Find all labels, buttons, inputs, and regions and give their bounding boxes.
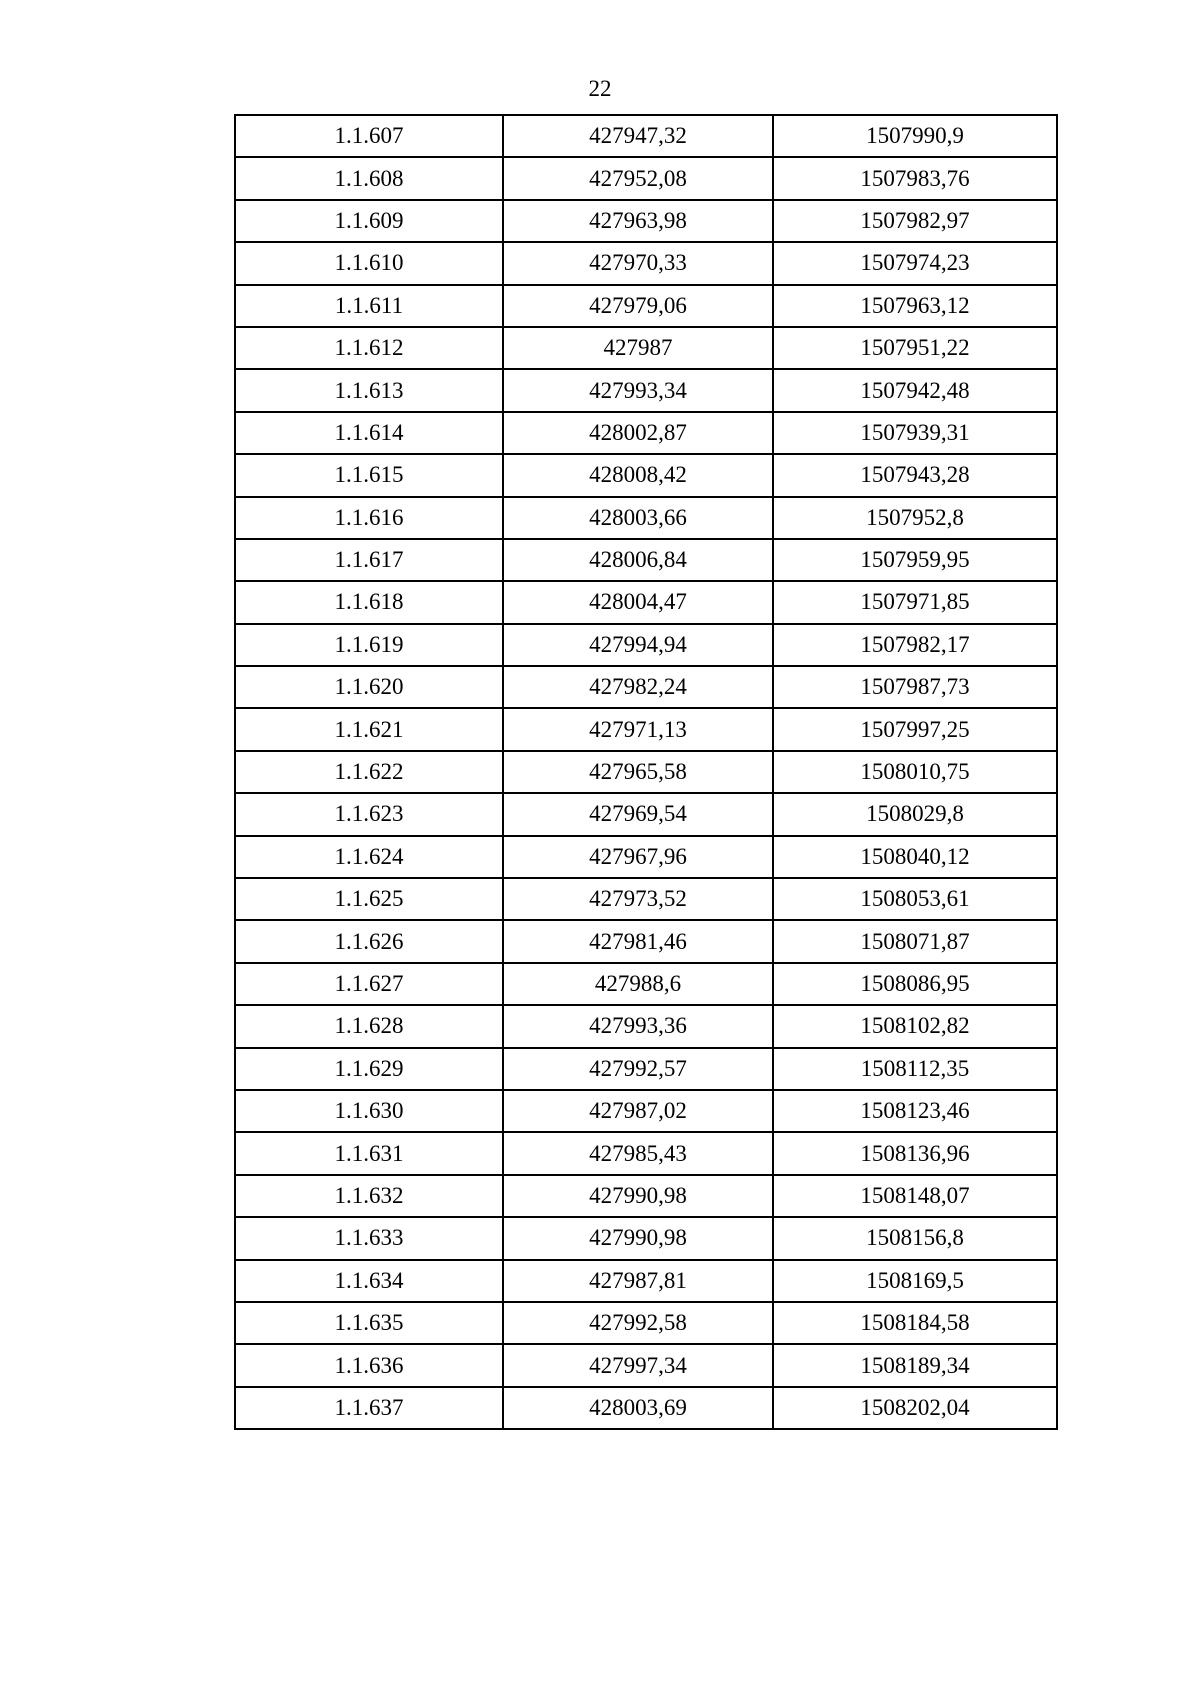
table-row: [235, 793, 1057, 835]
table-row: [235, 1344, 1057, 1386]
table-row: [235, 1090, 1057, 1132]
point-id-cell: 1.1.609: [235, 200, 503, 242]
table-row: [235, 1005, 1057, 1047]
point-id-cell: 1.1.607: [235, 115, 503, 157]
point-id-cell: 1.1.612: [235, 327, 503, 369]
point-id-cell: 1.1.622: [235, 751, 503, 793]
table-row: [235, 1175, 1057, 1217]
point-id-cell: 1.1.627: [235, 963, 503, 1005]
point-id-cell: 1.1.624: [235, 836, 503, 878]
page-number: 22: [588, 76, 612, 101]
y-coordinate-cell: 1508086,95: [773, 963, 1057, 1005]
y-coordinate-cell: 1508169,5: [773, 1260, 1057, 1302]
table-row: [235, 751, 1057, 793]
point-id-cell: 1.1.621: [235, 708, 503, 750]
table-row: [235, 1260, 1057, 1302]
table-row: [235, 285, 1057, 327]
table-row: [235, 581, 1057, 623]
y-coordinate-cell: 1507963,12: [773, 285, 1057, 327]
point-id-cell: 1.1.611: [235, 285, 503, 327]
y-coordinate-cell: 1508156,8: [773, 1217, 1057, 1259]
point-id-cell: 1.1.637: [235, 1387, 503, 1429]
x-coordinate-cell: 427994,94: [503, 624, 773, 666]
y-coordinate-cell: 1508053,61: [773, 878, 1057, 920]
y-coordinate-cell: 1508112,35: [773, 1048, 1057, 1090]
x-coordinate-cell: 428004,47: [503, 581, 773, 623]
x-coordinate-cell: 427993,36: [503, 1005, 773, 1047]
y-coordinate-cell: 1507987,73: [773, 666, 1057, 708]
x-coordinate-cell: 427982,24: [503, 666, 773, 708]
point-id-cell: 1.1.616: [235, 497, 503, 539]
y-coordinate-cell: 1508040,12: [773, 836, 1057, 878]
point-id-cell: 1.1.619: [235, 624, 503, 666]
table-row: [235, 242, 1057, 284]
point-id-cell: 1.1.633: [235, 1217, 503, 1259]
point-id-cell: 1.1.632: [235, 1175, 503, 1217]
y-coordinate-cell: 1508184,58: [773, 1302, 1057, 1344]
table-row: [235, 497, 1057, 539]
point-id-cell: 1.1.631: [235, 1132, 503, 1174]
y-coordinate-cell: 1508148,07: [773, 1175, 1057, 1217]
table-row: [235, 708, 1057, 750]
table-row: [235, 920, 1057, 962]
y-coordinate-cell: 1507990,9: [773, 115, 1057, 157]
y-coordinate-cell: 1507943,28: [773, 454, 1057, 496]
y-coordinate-cell: 1508071,87: [773, 920, 1057, 962]
y-coordinate-cell: 1508202,04: [773, 1387, 1057, 1429]
table-row: [235, 666, 1057, 708]
x-coordinate-cell: 427993,34: [503, 369, 773, 411]
point-id-cell: 1.1.620: [235, 666, 503, 708]
x-coordinate-cell: 428002,87: [503, 412, 773, 454]
x-coordinate-cell: 427997,34: [503, 1344, 773, 1386]
y-coordinate-cell: 1507997,25: [773, 708, 1057, 750]
point-id-cell: 1.1.613: [235, 369, 503, 411]
x-coordinate-cell: 428003,66: [503, 497, 773, 539]
table-row: [235, 1302, 1057, 1344]
point-id-cell: 1.1.626: [235, 920, 503, 962]
table-row: [235, 1387, 1057, 1429]
point-id-cell: 1.1.630: [235, 1090, 503, 1132]
x-coordinate-cell: 427988,6: [503, 963, 773, 1005]
table-row: [235, 878, 1057, 920]
y-coordinate-cell: 1507939,31: [773, 412, 1057, 454]
point-id-cell: 1.1.623: [235, 793, 503, 835]
x-coordinate-cell: 427973,52: [503, 878, 773, 920]
table-row: [235, 1048, 1057, 1090]
coordinates-table-body: [235, 115, 1057, 1429]
y-coordinate-cell: 1507952,8: [773, 497, 1057, 539]
point-id-cell: 1.1.635: [235, 1302, 503, 1344]
table-row: [235, 836, 1057, 878]
y-coordinate-cell: 1508010,75: [773, 751, 1057, 793]
table-row: [235, 327, 1057, 369]
table-row: [235, 200, 1057, 242]
point-id-cell: 1.1.610: [235, 242, 503, 284]
x-coordinate-cell: 427985,43: [503, 1132, 773, 1174]
y-coordinate-cell: 1507971,85: [773, 581, 1057, 623]
table-row: [235, 624, 1057, 666]
x-coordinate-cell: 427965,58: [503, 751, 773, 793]
x-coordinate-cell: 428008,42: [503, 454, 773, 496]
y-coordinate-cell: 1507983,76: [773, 157, 1057, 199]
x-coordinate-cell: 427987,81: [503, 1260, 773, 1302]
x-coordinate-cell: 427990,98: [503, 1217, 773, 1259]
x-coordinate-cell: 427992,58: [503, 1302, 773, 1344]
table-row: [235, 412, 1057, 454]
x-coordinate-cell: 427963,98: [503, 200, 773, 242]
x-coordinate-cell: 427967,96: [503, 836, 773, 878]
x-coordinate-cell: 428006,84: [503, 539, 773, 581]
point-id-cell: 1.1.615: [235, 454, 503, 496]
table-row: [235, 369, 1057, 411]
table-row: [235, 539, 1057, 581]
x-coordinate-cell: 427992,57: [503, 1048, 773, 1090]
table-row: [235, 1132, 1057, 1174]
x-coordinate-cell: 427971,13: [503, 708, 773, 750]
table-row: [235, 1217, 1057, 1259]
y-coordinate-cell: 1507951,22: [773, 327, 1057, 369]
x-coordinate-cell: 427979,06: [503, 285, 773, 327]
point-id-cell: 1.1.608: [235, 157, 503, 199]
x-coordinate-cell: 427987,02: [503, 1090, 773, 1132]
point-id-cell: 1.1.636: [235, 1344, 503, 1386]
x-coordinate-cell: 427981,46: [503, 920, 773, 962]
y-coordinate-cell: 1508029,8: [773, 793, 1057, 835]
point-id-cell: 1.1.625: [235, 878, 503, 920]
table-row: [235, 454, 1057, 496]
y-coordinate-cell: 1508189,34: [773, 1344, 1057, 1386]
x-coordinate-cell: 427947,32: [503, 115, 773, 157]
x-coordinate-cell: 427987: [503, 327, 773, 369]
y-coordinate-cell: 1508136,96: [773, 1132, 1057, 1174]
y-coordinate-cell: 1507974,23: [773, 242, 1057, 284]
x-coordinate-cell: 427970,33: [503, 242, 773, 284]
x-coordinate-cell: 427969,54: [503, 793, 773, 835]
y-coordinate-cell: 1508102,82: [773, 1005, 1057, 1047]
point-id-cell: 1.1.618: [235, 581, 503, 623]
table-row: [235, 115, 1057, 157]
point-id-cell: 1.1.629: [235, 1048, 503, 1090]
y-coordinate-cell: 1508123,46: [773, 1090, 1057, 1132]
point-id-cell: 1.1.617: [235, 539, 503, 581]
point-id-cell: 1.1.634: [235, 1260, 503, 1302]
y-coordinate-cell: 1507982,97: [773, 200, 1057, 242]
point-id-cell: 1.1.628: [235, 1005, 503, 1047]
point-id-cell: 1.1.614: [235, 412, 503, 454]
y-coordinate-cell: 1507942,48: [773, 369, 1057, 411]
x-coordinate-cell: 427952,08: [503, 157, 773, 199]
table-row: [235, 963, 1057, 1005]
coordinates-table: [234, 114, 1058, 1430]
y-coordinate-cell: 1507982,17: [773, 624, 1057, 666]
x-coordinate-cell: 427990,98: [503, 1175, 773, 1217]
x-coordinate-cell: 428003,69: [503, 1387, 773, 1429]
table-row: [235, 157, 1057, 199]
y-coordinate-cell: 1507959,95: [773, 539, 1057, 581]
